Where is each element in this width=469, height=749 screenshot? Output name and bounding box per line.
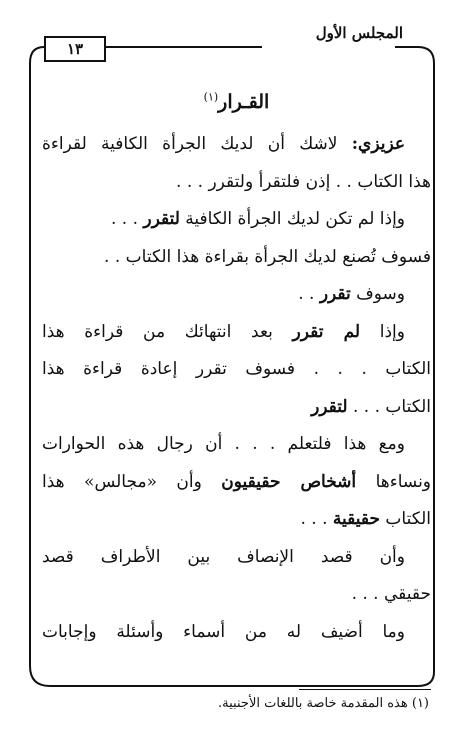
footnote-marker: (١) xyxy=(203,90,219,104)
paragraph-3 xyxy=(42,314,431,427)
chapter-title-text: القـرار xyxy=(218,91,270,113)
text-line: ومع هذا فلتعلم . . . أن رجال هذه الحوارات xyxy=(42,434,405,454)
paragraph-1 xyxy=(42,126,431,201)
paragraph-5 xyxy=(42,539,431,614)
text-line: هذا الكتاب . . إذن فلتقرأ ولتقرر . . . xyxy=(176,171,431,192)
paragraph-2 xyxy=(42,201,431,314)
text-line: وما أضيف له من أسماء وأسئلة وإجابات xyxy=(42,621,405,642)
text-line: ونساءها أشخاص حقيقيون وأن «مجالس» هذا xyxy=(42,471,432,492)
text-line: وسوف تقرر . . xyxy=(298,284,405,304)
text-line: الكتاب . . . فسوف تقرر إعادة قراءة هذا xyxy=(42,359,431,379)
footnote-divider xyxy=(299,689,431,690)
page-number xyxy=(44,36,106,62)
running-header: المجلس الأول xyxy=(310,24,409,42)
text-line: فسوف تُصنع لديك الجرأة بقراءة هذا الكتاب . . xyxy=(104,246,431,267)
text-line: وإذا لم تقرر بعد انتهائك من قراءة هذا xyxy=(42,321,405,342)
page-number-text: ١٣ xyxy=(66,40,84,58)
text-line: عزيزي: لاشك أن لديك الجرأة الكافية لقراءة xyxy=(42,134,405,154)
text-line: وأن قصد الإنصاف بين الأطراف قصد xyxy=(42,546,405,567)
text-line: حقيقي . . . xyxy=(351,584,431,604)
body-text xyxy=(42,82,431,651)
paragraph-4 xyxy=(42,426,431,539)
text-line: وإذا لم تكن لديك الجرأة الكافية لتقرر . . . xyxy=(110,209,405,229)
chapter-title xyxy=(42,82,431,122)
paragraph-6 xyxy=(42,614,431,652)
footnote: (١) هذه المقدمة خاصة باللغات الأجنبية. xyxy=(218,696,429,711)
text-line: الكتاب . . . لتقرر xyxy=(311,396,431,417)
text-line: الكتاب حقيقية . . . xyxy=(300,509,431,529)
